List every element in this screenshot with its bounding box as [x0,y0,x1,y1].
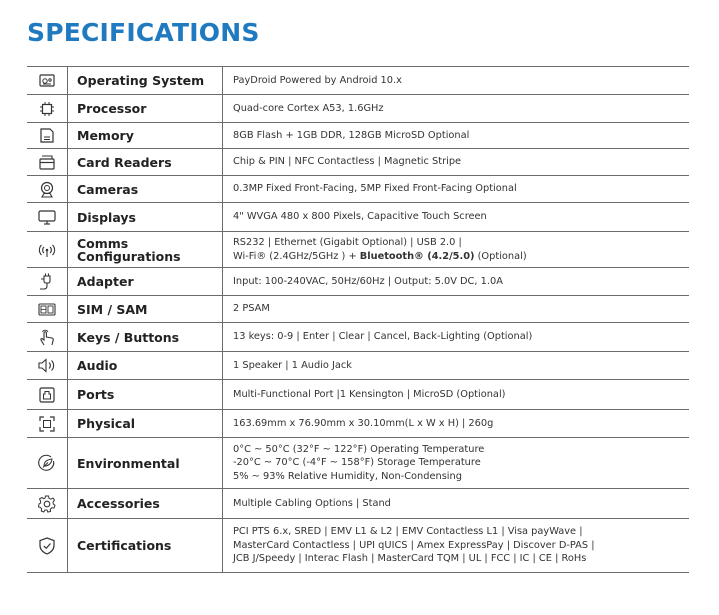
leaf-icon [27,438,68,489]
spec-label: Accessories [68,489,223,519]
spec-label: Card Readers [68,149,223,176]
spec-label: Certifications [68,519,223,573]
spec-row-card-readers [27,149,689,176]
spec-value: PCI PTS 6.x, SRED | EMV L1 & L2 | EMV Contactless L1 | Visa payWave | [233,526,583,538]
spec-value: 2 PSAM [233,303,270,315]
port-icon [27,380,68,410]
sim-icon [27,296,68,323]
spec-row-displays [27,203,689,232]
spec-value: JCB J/Speedy | Interac Flash | MasterCard TQM | UL | FCC | IC | CE | RoHs [233,553,587,565]
spec-row-environmental [27,438,689,489]
spec-value: 0°C ~ 50°C (32°F ~ 122°F) Operating Temperature [233,443,485,455]
spec-row-keys [27,323,689,352]
spec-label: Comms Configurations [68,232,223,268]
gear-icon [27,489,68,519]
display-icon [27,203,68,232]
spec-label: Adapter [68,268,223,296]
spec-label: Memory [68,123,223,149]
spec-value: RS232 | Ethernet (Gigabit Optional) | USB 2.0 | [233,237,462,248]
spec-row-comms [27,232,689,268]
finger-press-icon [27,323,68,352]
spec-row-audio [27,352,689,380]
processor-icon [27,95,68,123]
spec-value: 5% ~ 93% Relative Humidity, Non-Condensing [233,470,462,482]
spec-label: Displays [68,203,223,232]
spec-label: SIM / SAM [68,296,223,323]
spec-label: Physical [68,410,223,438]
memory-icon [27,123,68,149]
spec-value: Multiple Cabling Options | Stand [233,497,391,509]
spec-row-physical [27,410,689,438]
spec-value: 0.3MP Fixed Front-Facing, 5MP Fixed Front-Facing Optional [233,183,517,195]
shield-check-icon [27,519,68,573]
spec-label: Processor [68,95,223,123]
spec-label: Cameras [68,176,223,203]
spec-row-memory [27,123,689,149]
dimensions-icon [27,410,68,438]
spec-value: Wi-Fi® (2.4GHz/5GHz ) + Bluetooth® (4.2/5.0) (Optional) [233,250,527,262]
spec-label: Ports [68,380,223,410]
spec-value: Quad-core Cortex A53, 1.6GHz [233,102,384,114]
spec-label: Environmental [68,438,223,489]
spec-value: 8GB Flash + 1GB DDR, 128GB MicroSD Optional [233,129,470,141]
specifications-table [27,66,689,573]
camera-icon [27,176,68,203]
spec-value: 13 keys: 0-9 | Enter | Clear | Cancel, Back-Lighting (Optional) [233,331,533,343]
spec-value: 163.69mm x 76.90mm x 30.10mm(L x W x H) | 260g [233,417,494,429]
spec-row-sim-sam [27,296,689,323]
spec-value: PayDroid Powered by Android 10.x [233,74,402,86]
spec-row-accessories [27,489,689,519]
spec-label: Operating System [68,67,223,95]
spec-row-processor [27,95,689,123]
spec-row-operating-system [27,67,689,95]
spec-value: 4" WVGA 480 x 800 Pixels, Capacitive Touch Screen [233,211,487,223]
spec-value: Chip & PIN | NFC Contactless | Magnetic Stripe [233,156,462,168]
spec-value: Input: 100-240VAC, 50Hz/60Hz | Output: 5.0V DC, 1.0A [233,275,503,287]
speaker-icon [27,352,68,380]
spec-value: MasterCard Contactless | UPI qUICS | Amex ExpressPay | Discover D-PAS | [233,539,595,551]
spec-row-adapter [27,268,689,296]
spec-value: 1 Speaker | 1 Audio Jack [233,359,352,371]
card-reader-icon [27,149,68,176]
spec-value: Multi-Functional Port |1 Kensington | MicroSD (Optional) [233,388,506,400]
spec-row-cameras [27,176,689,203]
spec-label: Audio [68,352,223,380]
android-chip-icon [27,67,68,95]
wireless-icon [27,232,68,268]
spec-label: Keys / Buttons [68,323,223,352]
spec-row-certifications [27,519,689,573]
adapter-icon [27,268,68,296]
page-title: SPECIFICATIONS [27,18,260,47]
spec-value: -20°C ~ 70°C (-4°F ~ 158°F) Storage Temperature [233,457,481,469]
spec-row-ports [27,380,689,410]
